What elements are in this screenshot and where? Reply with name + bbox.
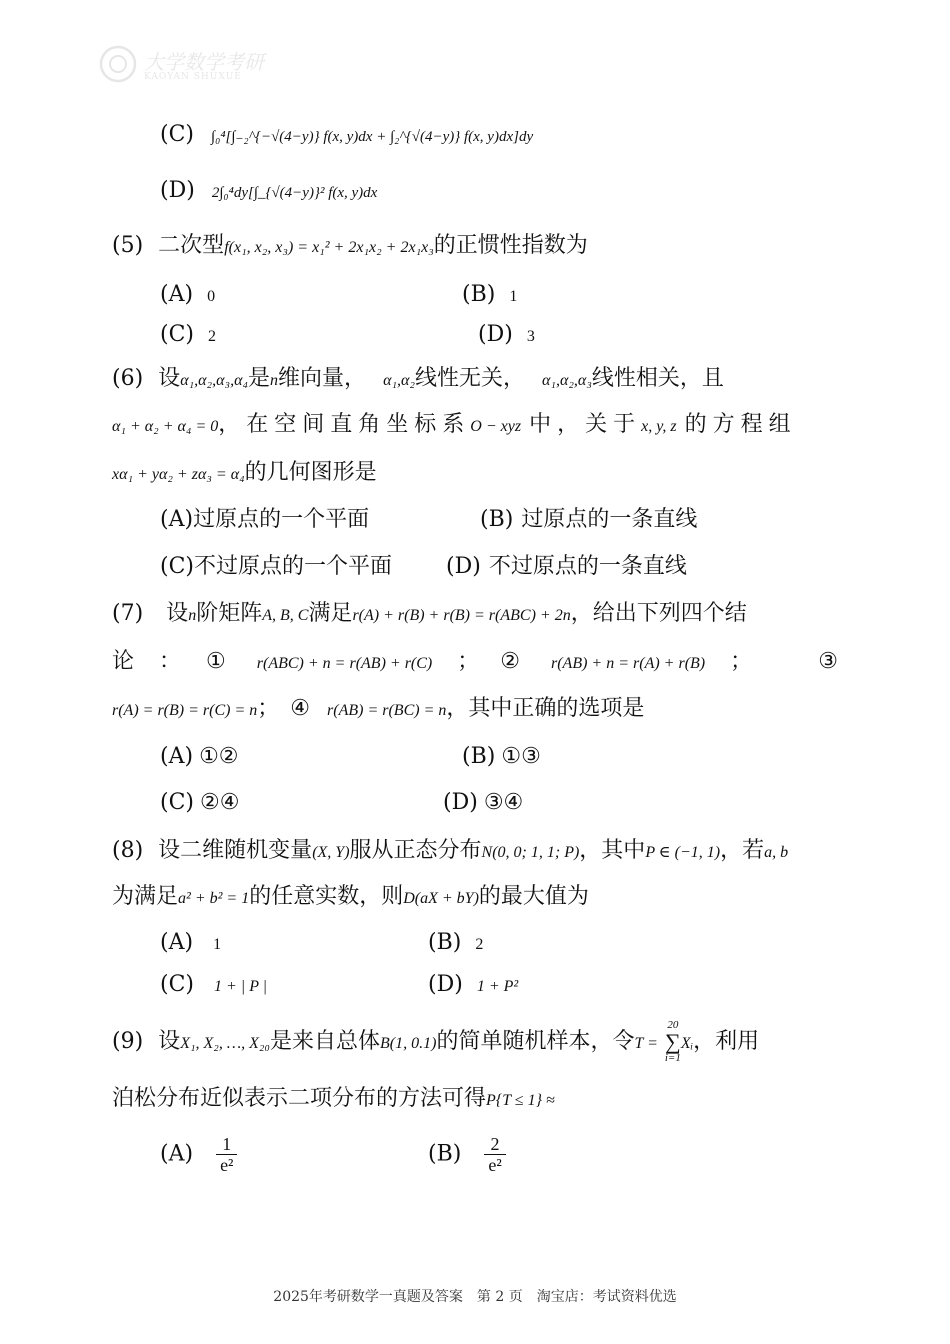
conclusion-4-expression: r(AB) = r(BC) = n bbox=[327, 702, 447, 719]
stem-math: n bbox=[270, 372, 279, 389]
page-footer: 2025年考研数学一真题及答案 第 2 页 淘宝店：考试资料优选 bbox=[273, 1289, 677, 1305]
q4-option-c bbox=[160, 120, 533, 152]
stem-math: f(x₁, x₂, x₃) = x₁² + 2x₁x₂ + 2x₁x₃ bbox=[224, 239, 434, 256]
stem-text: 的正惯性指数为 bbox=[433, 233, 588, 258]
question-6-stem-line2 bbox=[112, 410, 797, 442]
stem-text: ，给出下列四个结 bbox=[570, 601, 747, 626]
stem-text: 二次型 bbox=[158, 233, 225, 258]
q6-option-a bbox=[160, 505, 369, 535]
question-8-stem-line2 bbox=[112, 882, 589, 914]
question-9-stem-line2 bbox=[112, 1084, 555, 1116]
stem-text: ，若 bbox=[720, 838, 765, 863]
option-value: 不过原点的一个平面 bbox=[194, 554, 393, 579]
option-label: (A) bbox=[160, 744, 194, 769]
stem-math: a, b bbox=[764, 844, 789, 861]
stem-text: ，其中 bbox=[579, 838, 646, 863]
watermark-logo bbox=[98, 44, 264, 88]
stem-text: 维向量， bbox=[278, 366, 367, 391]
summation bbox=[665, 1020, 681, 1064]
stem-text: 设 bbox=[158, 1029, 181, 1054]
question-6-stem-line1 bbox=[112, 364, 724, 396]
option-value: 1 + | P | bbox=[214, 978, 268, 995]
q8-option-b bbox=[428, 928, 483, 960]
option-value: 3 bbox=[526, 328, 535, 345]
q5-option-a bbox=[160, 280, 215, 312]
option-value: ①③ bbox=[501, 744, 541, 769]
option-label: (D) bbox=[446, 554, 481, 579]
q9-option-a bbox=[160, 1134, 237, 1175]
q7-option-c bbox=[160, 788, 239, 818]
stem-math: B(1, 0.1) bbox=[380, 1035, 437, 1052]
summation-upper-limit: 20 bbox=[667, 1019, 679, 1031]
stem-text: 的几何图形是 bbox=[244, 460, 377, 485]
stem-text: 为满足 bbox=[112, 884, 179, 909]
q7-option-a bbox=[160, 742, 239, 772]
stem-math: N(0, 0; 1, 1; P) bbox=[481, 844, 580, 861]
question-number: (6) bbox=[112, 366, 144, 391]
option-expression: 2∫₀⁴dy[∫_{√(4−y)}² f(x, y)dx bbox=[211, 185, 378, 201]
q8-option-d bbox=[428, 970, 518, 1002]
stem-text: ： bbox=[159, 649, 182, 674]
option-fraction bbox=[484, 1134, 505, 1175]
stem-math: X₁, X₂, …, X₂₀ bbox=[180, 1035, 270, 1052]
stem-math: Xᵢ bbox=[680, 1035, 694, 1052]
q8-option-c bbox=[160, 970, 267, 1002]
q5-option-d bbox=[478, 320, 535, 352]
q8-option-a bbox=[160, 928, 221, 960]
stem-math: xα₁ + yα₂ + zα₃ = α₄ bbox=[112, 466, 245, 483]
stem-text: 的任意实数，则 bbox=[249, 884, 404, 909]
option-label: (D) bbox=[160, 178, 195, 203]
stem-text: 论 bbox=[112, 649, 135, 674]
stem-math: r(A) + r(B) + r(B) = r(ABC) + 2n bbox=[352, 607, 571, 624]
fraction-denominator: e² bbox=[488, 1155, 502, 1175]
option-label: (B) bbox=[428, 930, 462, 955]
logo-icon bbox=[98, 44, 138, 84]
conclusion-1-expression: r(ABC) + n = r(AB) + r(C) bbox=[256, 655, 433, 672]
stem-text: 的简单随机样本，令 bbox=[436, 1029, 635, 1054]
stem-math: n bbox=[188, 607, 197, 624]
option-label: (D) bbox=[443, 790, 478, 815]
q6-option-b bbox=[480, 505, 697, 535]
option-label: (C) bbox=[160, 790, 194, 815]
separator: ； bbox=[730, 649, 753, 674]
question-number: (7) bbox=[112, 601, 144, 626]
stem-text: 服从正态分布 bbox=[349, 838, 482, 863]
option-label: (C) bbox=[160, 554, 194, 579]
summation-lower-limit: i=1 bbox=[664, 1052, 681, 1064]
stem-text: ，利用 bbox=[693, 1029, 760, 1054]
option-label: (B) bbox=[428, 1141, 462, 1167]
option-value: 过原点的一个平面 bbox=[193, 507, 370, 532]
stem-text: 设 bbox=[166, 601, 189, 626]
stem-text: ，其中正确的选项是 bbox=[446, 696, 645, 721]
stem-text: 是来自总体 bbox=[269, 1029, 380, 1054]
option-label: (A) bbox=[160, 1141, 194, 1167]
option-label: (A) bbox=[160, 507, 194, 532]
option-value: 0 bbox=[207, 288, 216, 305]
option-label: (B) bbox=[462, 282, 496, 307]
summation-sign: ∑ bbox=[665, 1029, 681, 1054]
stem-text: 泊松分布近似表示二项分布的方法可得 bbox=[112, 1086, 487, 1111]
stem-math: T = bbox=[634, 1035, 658, 1052]
watermark-text: 大学数学考研 bbox=[144, 50, 264, 74]
conclusion-3-expression: r(A) = r(B) = r(C) = n bbox=[112, 702, 258, 719]
stem-math: O − xyz bbox=[470, 418, 522, 435]
conclusion-2-expression: r(AB) + n = r(A) + r(B) bbox=[551, 655, 706, 672]
question-8-stem-line1 bbox=[112, 836, 788, 868]
option-value: 过原点的一条直线 bbox=[521, 507, 698, 532]
option-value: 2 bbox=[475, 936, 484, 953]
q9-option-b bbox=[428, 1134, 506, 1175]
option-value: 不过原点的一条直线 bbox=[488, 554, 687, 579]
stem-math: (X, Y) bbox=[312, 844, 350, 861]
conclusion-2-marker: ② bbox=[500, 649, 520, 674]
stem-math: a² + b² = 1 bbox=[178, 890, 250, 907]
question-6-stem-line3 bbox=[112, 458, 377, 490]
stem-math: α₁ + α₂ + α₄ = 0 bbox=[112, 418, 219, 435]
q6-option-c bbox=[160, 552, 392, 582]
q7-option-d bbox=[443, 788, 523, 818]
question-7-stem-line2 bbox=[112, 647, 838, 679]
stem-text: 的方程组 bbox=[684, 412, 797, 437]
stem-text: 线性无关， bbox=[414, 366, 525, 391]
option-label: (D) bbox=[428, 972, 463, 997]
option-fraction bbox=[216, 1134, 237, 1175]
fraction-numerator: 2 bbox=[484, 1134, 505, 1155]
q5-option-c bbox=[160, 320, 216, 352]
option-label: (A) bbox=[160, 930, 194, 955]
watermark-subtext: KAOYAN SHUXUE bbox=[144, 72, 242, 82]
conclusion-4-marker: ④ bbox=[290, 696, 311, 721]
question-9-stem-line1 bbox=[112, 1020, 759, 1064]
stem-text: 是 bbox=[248, 366, 271, 391]
fraction-numerator: 1 bbox=[216, 1134, 237, 1155]
conclusion-1-marker: ① bbox=[206, 649, 226, 674]
stem-text: 的最大值为 bbox=[478, 884, 589, 909]
stem-math: α₁,α₂,α₃ bbox=[542, 372, 592, 389]
separator: ； bbox=[257, 696, 280, 721]
option-label: (A) bbox=[160, 282, 194, 307]
option-label: (B) bbox=[480, 507, 514, 532]
option-value: ②④ bbox=[200, 790, 240, 815]
question-number: (9) bbox=[112, 1029, 144, 1054]
option-value: 1 + P² bbox=[476, 978, 519, 995]
stem-math: α₁,α₂ bbox=[383, 372, 415, 389]
separator: ； bbox=[457, 649, 480, 674]
question-5-stem bbox=[112, 231, 588, 263]
question-number: (8) bbox=[112, 838, 144, 863]
option-value: 1 bbox=[213, 936, 222, 953]
option-label: (B) bbox=[462, 744, 496, 769]
q5-option-b bbox=[462, 280, 517, 312]
stem-text: 设二维随机变量 bbox=[158, 838, 313, 863]
stem-text: 线性相关，且 bbox=[591, 366, 724, 391]
stem-math: P{T ≤ 1} ≈ bbox=[486, 1092, 555, 1109]
stem-text: 阶矩阵 bbox=[196, 601, 263, 626]
stem-text: ，在空间直角坐标系 bbox=[218, 412, 471, 437]
question-number: (5) bbox=[112, 233, 144, 258]
option-value: ③④ bbox=[483, 790, 524, 815]
option-value: ①② bbox=[199, 744, 239, 769]
option-label: (D) bbox=[478, 322, 513, 347]
stem-math: D(aX + bY) bbox=[403, 890, 479, 907]
conclusion-3-marker: ③ bbox=[818, 649, 838, 674]
q7-option-b bbox=[462, 742, 541, 772]
stem-math: P ∈ (−1, 1) bbox=[645, 844, 721, 861]
option-value: 2 bbox=[208, 328, 216, 345]
stem-math: α₁,α₂,α₃,α₄ bbox=[180, 372, 249, 389]
option-value: 1 bbox=[509, 288, 518, 305]
question-7-stem-line1 bbox=[112, 599, 747, 631]
option-label: (C) bbox=[160, 972, 194, 997]
option-expression: ∫₀⁴[∫₋₂^{−√(4−y)} f(x, y)dx + ∫₂^{√(4−y)} f(x, y)dx]dy bbox=[211, 129, 534, 145]
q4-option-d bbox=[160, 176, 377, 208]
stem-text: 满足 bbox=[308, 601, 353, 626]
stem-math: A, B, C bbox=[262, 607, 309, 624]
stem-text: 中，关于 bbox=[529, 412, 642, 437]
fraction-denominator: e² bbox=[220, 1155, 234, 1175]
q6-option-d bbox=[446, 552, 687, 582]
question-7-stem-line3 bbox=[112, 694, 644, 726]
option-label: (C) bbox=[160, 122, 194, 147]
option-label: (C) bbox=[160, 322, 194, 347]
stem-text: 设 bbox=[158, 366, 181, 391]
stem-math: x, y, z bbox=[641, 418, 677, 435]
